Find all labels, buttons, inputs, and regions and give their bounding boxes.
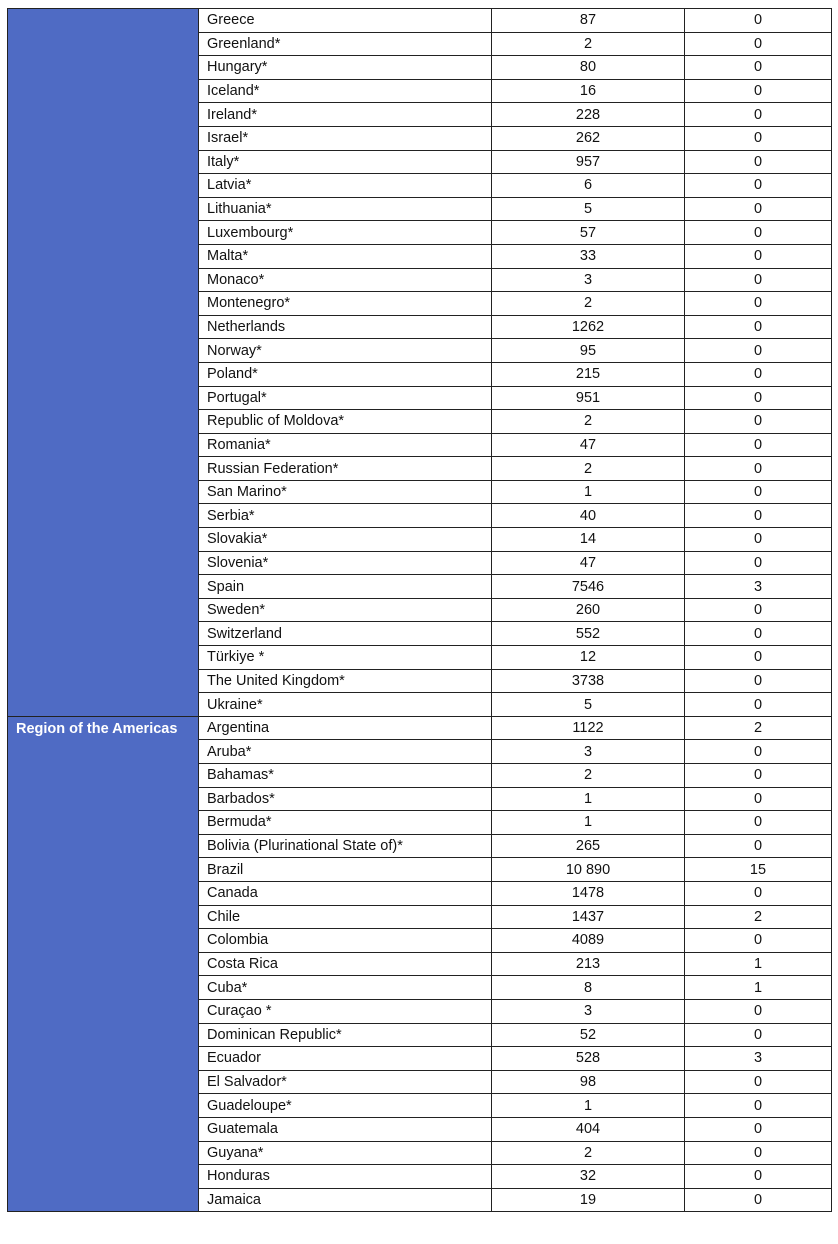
table-body [8,9,832,1212]
country-cell: Netherlands [199,315,492,339]
cases-cell: 262 [492,126,685,150]
country-cell: Bolivia (Plurinational State of)* [199,834,492,858]
country-cell: Portugal* [199,386,492,410]
cases-cell: 8 [492,976,685,1000]
deaths-cell: 0 [685,362,832,386]
country-cell: Jamaica [199,1188,492,1212]
deaths-cell: 0 [685,834,832,858]
deaths-cell: 0 [685,740,832,764]
cases-cell: 260 [492,598,685,622]
deaths-cell: 0 [685,504,832,528]
cases-cell: 1122 [492,716,685,740]
cases-cell: 1478 [492,881,685,905]
cases-cell: 1262 [492,315,685,339]
cases-cell: 213 [492,952,685,976]
deaths-cell: 0 [685,433,832,457]
country-cell: Guatemala [199,1117,492,1141]
deaths-cell: 0 [685,150,832,174]
cases-cell: 6 [492,174,685,198]
cases-cell: 2 [492,32,685,56]
cases-cell: 1 [492,787,685,811]
cases-cell: 4089 [492,929,685,953]
cases-cell: 19 [492,1188,685,1212]
country-cell: Malta* [199,244,492,268]
deaths-cell: 0 [685,457,832,481]
country-cell: Serbia* [199,504,492,528]
country-cell: Romania* [199,433,492,457]
cases-cell: 3738 [492,669,685,693]
cases-cell: 95 [492,339,685,363]
deaths-cell: 0 [685,787,832,811]
deaths-cell: 0 [685,1117,832,1141]
deaths-cell: 1 [685,976,832,1000]
cases-cell: 33 [492,244,685,268]
cases-cell: 16 [492,79,685,103]
region-cell [8,9,199,717]
country-cell: Iceland* [199,79,492,103]
deaths-cell: 0 [685,551,832,575]
country-cell: Monaco* [199,268,492,292]
cases-cell: 1 [492,1094,685,1118]
cases-cell: 228 [492,103,685,127]
deaths-cell: 0 [685,292,832,316]
cases-cell: 5 [492,693,685,717]
cases-cell: 10 890 [492,858,685,882]
country-cell: Colombia [199,929,492,953]
country-cell: Brazil [199,858,492,882]
cases-cell: 3 [492,268,685,292]
deaths-cell: 0 [685,386,832,410]
country-cell: Greece [199,9,492,33]
cases-cell: 265 [492,834,685,858]
deaths-cell: 0 [685,126,832,150]
country-cell: Bermuda* [199,811,492,835]
deaths-cell: 3 [685,1047,832,1071]
deaths-cell: 0 [685,622,832,646]
cases-cell: 87 [492,9,685,33]
deaths-cell: 1 [685,952,832,976]
country-cell: Poland* [199,362,492,386]
deaths-cell: 0 [685,1188,832,1212]
cases-cell: 98 [492,1070,685,1094]
country-cell: Slovenia* [199,551,492,575]
cases-cell: 40 [492,504,685,528]
country-cell: Israel* [199,126,492,150]
cases-cell: 528 [492,1047,685,1071]
region-cell: Region of the Americas [8,716,199,1211]
country-cell: Lithuania* [199,197,492,221]
cases-cell: 12 [492,646,685,670]
deaths-cell: 0 [685,174,832,198]
cases-cell: 2 [492,764,685,788]
deaths-cell: 0 [685,32,832,56]
country-cell: Greenland* [199,32,492,56]
cases-cell: 404 [492,1117,685,1141]
country-cell: Cuba* [199,976,492,1000]
deaths-cell: 0 [685,103,832,127]
country-cell: Montenegro* [199,292,492,316]
cases-cell: 47 [492,551,685,575]
country-cell: Guyana* [199,1141,492,1165]
cases-cell: 52 [492,1023,685,1047]
country-cell: El Salvador* [199,1070,492,1094]
country-cell: Canada [199,881,492,905]
deaths-cell: 15 [685,858,832,882]
country-cell: Dominican Republic* [199,1023,492,1047]
cases-cell: 32 [492,1165,685,1189]
table-row [8,716,832,740]
cases-cell: 2 [492,1141,685,1165]
deaths-cell: 0 [685,881,832,905]
country-cell: Honduras [199,1165,492,1189]
deaths-cell: 0 [685,197,832,221]
cases-cell: 957 [492,150,685,174]
country-cell: Argentina [199,716,492,740]
country-cell: Spain [199,575,492,599]
deaths-cell: 0 [685,1165,832,1189]
cases-cell: 2 [492,410,685,434]
country-cell: Guadeloupe* [199,1094,492,1118]
deaths-cell: 0 [685,1094,832,1118]
country-cell: Ukraine* [199,693,492,717]
country-cell: Republic of Moldova* [199,410,492,434]
cases-cell: 1 [492,811,685,835]
country-cell: Bahamas* [199,764,492,788]
deaths-cell: 0 [685,410,832,434]
deaths-cell: 0 [685,480,832,504]
country-cell: Slovakia* [199,528,492,552]
deaths-cell: 0 [685,528,832,552]
country-cell: Chile [199,905,492,929]
table-row [8,9,832,33]
deaths-cell: 0 [685,9,832,33]
country-cell: Aruba* [199,740,492,764]
deaths-cell: 0 [685,315,832,339]
deaths-cell: 0 [685,244,832,268]
country-cell: Türkiye * [199,646,492,670]
country-cell: Ecuador [199,1047,492,1071]
cases-cell: 57 [492,221,685,245]
deaths-cell: 0 [685,268,832,292]
deaths-cell: 0 [685,693,832,717]
country-cell: Norway* [199,339,492,363]
deaths-cell: 0 [685,1023,832,1047]
deaths-cell: 0 [685,669,832,693]
deaths-cell: 3 [685,575,832,599]
cases-cell: 2 [492,292,685,316]
country-cell: Luxembourg* [199,221,492,245]
country-cases-table [7,8,832,1212]
deaths-cell: 0 [685,56,832,80]
country-cell: San Marino* [199,480,492,504]
deaths-cell: 0 [685,929,832,953]
deaths-cell: 0 [685,79,832,103]
cases-cell: 2 [492,457,685,481]
deaths-cell: 2 [685,716,832,740]
country-cell: Switzerland [199,622,492,646]
deaths-cell: 0 [685,646,832,670]
cases-cell: 7546 [492,575,685,599]
country-cell: Curaçao * [199,999,492,1023]
deaths-cell: 0 [685,339,832,363]
deaths-cell: 2 [685,905,832,929]
country-cell: Hungary* [199,56,492,80]
deaths-cell: 0 [685,1070,832,1094]
cases-cell: 1 [492,480,685,504]
cases-cell: 3 [492,740,685,764]
cases-cell: 215 [492,362,685,386]
cases-cell: 80 [492,56,685,80]
cases-cell: 951 [492,386,685,410]
country-cell: Russian Federation* [199,457,492,481]
country-cell: Latvia* [199,174,492,198]
country-cell: The United Kingdom* [199,669,492,693]
country-cell: Costa Rica [199,952,492,976]
country-cell: Italy* [199,150,492,174]
country-cell: Barbados* [199,787,492,811]
cases-cell: 552 [492,622,685,646]
country-cell: Sweden* [199,598,492,622]
country-cell: Ireland* [199,103,492,127]
cases-cell: 47 [492,433,685,457]
cases-cell: 1437 [492,905,685,929]
deaths-cell: 0 [685,221,832,245]
cases-cell: 3 [492,999,685,1023]
deaths-cell: 0 [685,764,832,788]
deaths-cell: 0 [685,598,832,622]
deaths-cell: 0 [685,1141,832,1165]
cases-cell: 5 [492,197,685,221]
deaths-cell: 0 [685,811,832,835]
deaths-cell: 0 [685,999,832,1023]
cases-cell: 14 [492,528,685,552]
